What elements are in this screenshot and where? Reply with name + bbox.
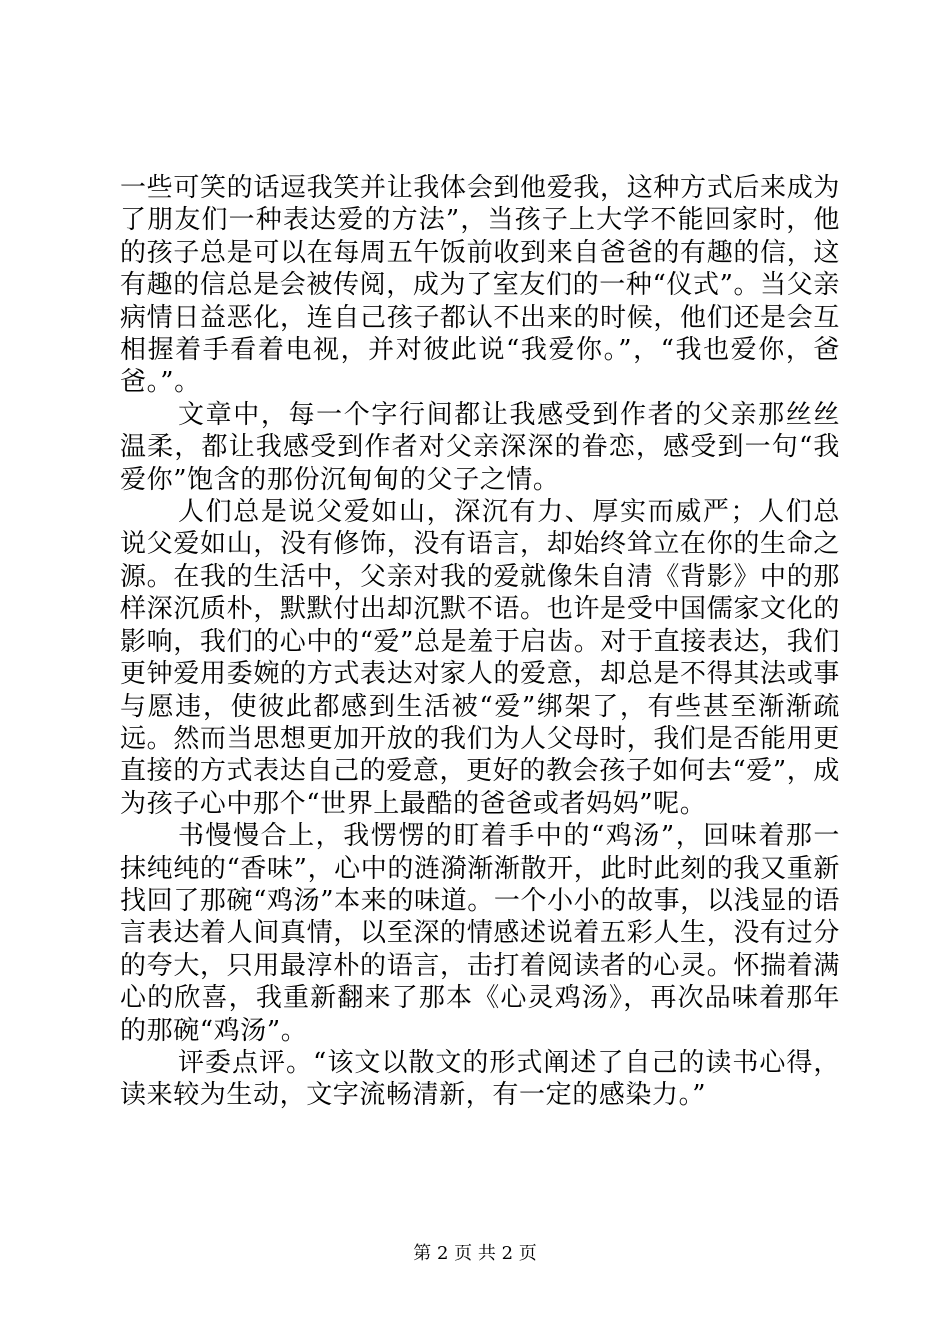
paragraph-5: 评委点评。“该文以散文的形式阐述了自己的读书心得，读来较为生动，文字流畅清新，有一定的感染力。”	[120, 1047, 840, 1111]
paragraph-3: 人们总是说父爱如山，深沉有力、厚实而威严；人们总说父爱如山，没有修饰，没有语言，却始终耸立在你的生命之源。在我的生活中，父亲对我的爱就像朱自清《背影》中的那样深沉质朴，默默付出却沉默不语。也许是受中国儒家文化的影响，我们的心中的“爱”总是羞于启齿。对于直接表达，我们更钟爱用委婉的方式表达对家人的爱意，却总是不得其法或事与愿违，使彼此都感到生活被“爱”绑架了，有些甚至渐渐疏远。然而当思想更加开放的我们为人父母时，我们是否能用更直接的方式表达自己的爱意，更好的教会孩子如何去“爱”，成为孩子心中那个“世界上最酷的爸爸或者妈妈”呢。	[120, 497, 840, 819]
page-number-label: 第 2 页 共 2 页	[413, 1243, 537, 1264]
page-footer	[0, 1243, 950, 1265]
paragraph-1: 一些可笑的话逗我笑并让我体会到他爱我，这种方式后来成为了朋友们一种表达爱的方法”，当孩子上大学不能回家时，他的孩子总是可以在每周五午饭前收到来自爸爸的有趣的信，这有趣的信总是会被传阅，成为了室友们的一种“仪式”。当父亲病情日益恶化，连自己孩子都认不出来的时候，他们还是会互相握着手看着电视，并对彼此说“我爱你。”，“我也爱你，爸爸。”。	[120, 173, 840, 398]
paragraph-2: 文章中，每一个字行间都让我感受到作者的父亲那丝丝温柔，都让我感受到作者对父亲深深的眷恋，感受到一句“我爱你”饱含的那份沉甸甸的父子之情。	[120, 399, 840, 495]
body-text	[120, 172, 840, 1112]
paragraph-4: 书慢慢合上，我愣愣的盯着手中的“鸡汤”，回味着那一抹纯纯的“香味”，心中的涟漪渐渐散开，此时此刻的我又重新找回了那碗“鸡汤”本来的味道。一个小小的故事，以浅显的语言表达着人间真情，以至深的情感述说着五彩人生，没有过分的夸大，只用最淳朴的语言，击打着阅读者的心灵。怀揣着满心的欣喜，我重新翻来了那本《心灵鸡汤》，再次品味着那年的那碗“鸡汤”。	[120, 821, 840, 1046]
